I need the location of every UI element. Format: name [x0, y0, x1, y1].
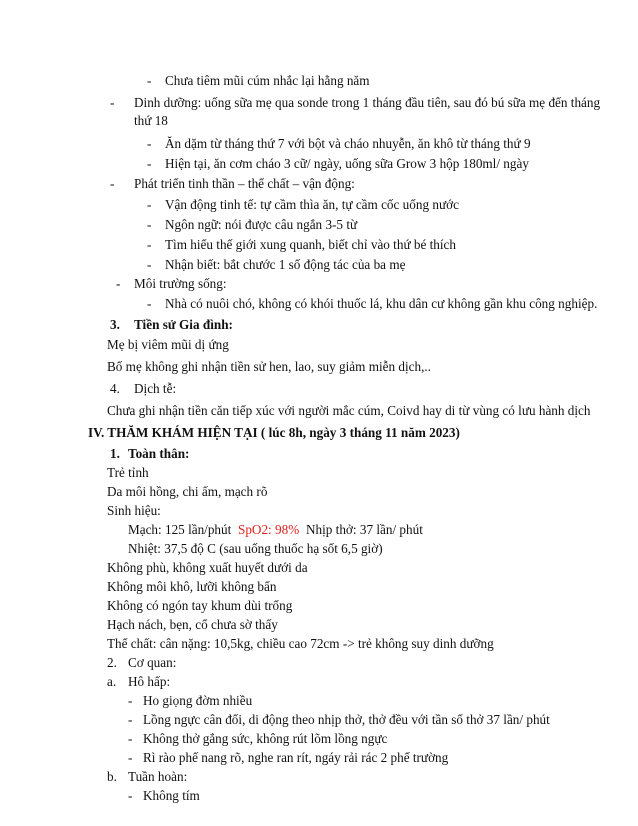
environment-heading: Môi trường sống: [134, 276, 227, 291]
cognition: Nhận biết: bắt chước 1 số động tác của ba mẹ [165, 257, 406, 272]
bullet-dash: - [147, 217, 152, 232]
family-history-parents: Bố mẹ không ghi nhận tiền sử hen, lao, suy giảm miễn dịch,.. [107, 359, 431, 374]
bullet-dash: - [128, 750, 133, 765]
exam-section-heading: IV. THĂM KHÁM HIỆN TẠI ( lúc 8h, ngày 3 tháng 11 năm 2023) [88, 425, 460, 440]
section-number: 4. [110, 381, 120, 396]
nutrition-weaning: Ăn dặm từ tháng thứ 7 với bột và cháo nhuyễn, ăn khô từ tháng thứ 9 [165, 136, 531, 151]
bullet-dash: - [147, 136, 152, 151]
section-number: 2. [107, 655, 117, 670]
family-history-mother: Mẹ bị viêm mũi dị ứng [107, 337, 229, 352]
section-letter: a. [107, 674, 117, 689]
nutrition-current: Hiện tại, ăn cơm cháo 3 cữ/ ngày, uống sữa Grow 3 hộp 180ml/ ngày [165, 156, 529, 171]
organs-heading: Cơ quan: [128, 655, 177, 670]
respiratory-rate: Nhịp thở: 37 lần/ phút [306, 522, 423, 537]
epidemiology-heading: Dịch tễ: [134, 381, 177, 396]
temperature-value: Nhiệt: 37,5 độ C (sau uống thuốc hạ sốt 6,5 giờ) [128, 541, 383, 556]
environment-detail: Nhà có nuôi chó, không có khói thuốc lá, khu dân cư không gần khu công nghiệp. [165, 296, 598, 311]
bullet-dash: - [128, 788, 133, 803]
no-cyanosis: Không tím [143, 788, 200, 803]
conscious-status: Trẻ tỉnh [107, 465, 149, 480]
fine-motor: Vận động tinh tế: tự cầm thìa ăn, tự cầm cốc uống nước [165, 197, 459, 212]
bullet-dash: - [147, 296, 152, 311]
no-clubbing: Không có ngón tay khum dùi trống [107, 598, 293, 613]
bullet-dash: - [128, 712, 133, 727]
physical-build: Thể chất: cân nặng: 10,5kg, chiều cao 72cm -> trẻ không suy dinh dưỡng [107, 636, 494, 651]
bullet-dash: - [147, 73, 152, 88]
exploration: Tìm hiểu thế giới xung quanh, biết chỉ vào thứ bé thích [165, 237, 457, 252]
vaccination-note: Chưa tiêm mũi cúm nhắc lại hằng năm [165, 73, 370, 88]
skin-lips: Da môi hồng, chi ấm, mạch rõ [107, 484, 268, 499]
bullet-dash: - [147, 237, 152, 252]
section-letter: b. [107, 769, 117, 784]
vitals-heading: Sinh hiệu: [107, 503, 161, 518]
general-exam-heading: Toàn thân: [128, 446, 190, 461]
chest-symmetry: Lồng ngực cân đối, di động theo nhịp thở, thở đều với tần số thở 37 lần/ phút [143, 712, 550, 727]
bullet-dash: - [147, 257, 152, 272]
no-dry-lips: Không môi khô, lưỡi không bẩn [107, 579, 277, 594]
breath-sounds: Rì rào phế nang rõ, nghe ran rít, ngáy rải rác 2 phế trường [143, 750, 449, 765]
epidemiology-detail: Chưa ghi nhận tiền căn tiếp xúc với người mắc cúm, Coivd hay di từ vùng có lưu hành dịch [107, 403, 591, 418]
no-distress: Không thở gắng sức, không rút lõm lồng ngực [143, 731, 388, 746]
bullet-dash: - [110, 176, 115, 191]
lymph-nodes: Hạch nách, bẹn, cổ chưa sờ thấy [107, 617, 278, 632]
section-number: 1. [110, 446, 120, 461]
circulation-heading: Tuần hoàn: [128, 769, 188, 784]
bullet-dash: - [110, 95, 115, 110]
respiratory-heading: Hô hấp: [128, 674, 171, 689]
spo2-value: SpO2: 98% [238, 522, 300, 537]
bullet-dash: - [128, 731, 133, 746]
no-edema: Không phù, không xuất huyết dưới da [107, 560, 308, 575]
bullet-dash: - [147, 197, 152, 212]
bullet-dash: - [128, 693, 133, 708]
family-history-heading: Tiền sử Gia đình: [134, 317, 233, 332]
language: Ngôn ngữ: nói được câu ngắn 3-5 từ [165, 217, 358, 232]
nutrition-line: Dinh dưỡng: uống sữa mẹ qua sonde trong 1 tháng đầu tiên, sau đó bú sữa mẹ đến tháng [134, 95, 601, 110]
development-heading: Phát triển tinh thần – thể chất – vận động: [134, 176, 355, 191]
bullet-dash: - [147, 156, 152, 171]
nutrition-line-cont: thứ 18 [134, 113, 168, 128]
cough: Ho giọng đờm nhiều [143, 693, 253, 708]
pulse-value: Mạch: 125 lần/phút [128, 522, 232, 537]
bullet-dash: - [116, 276, 121, 291]
section-number: 3. [110, 317, 120, 332]
